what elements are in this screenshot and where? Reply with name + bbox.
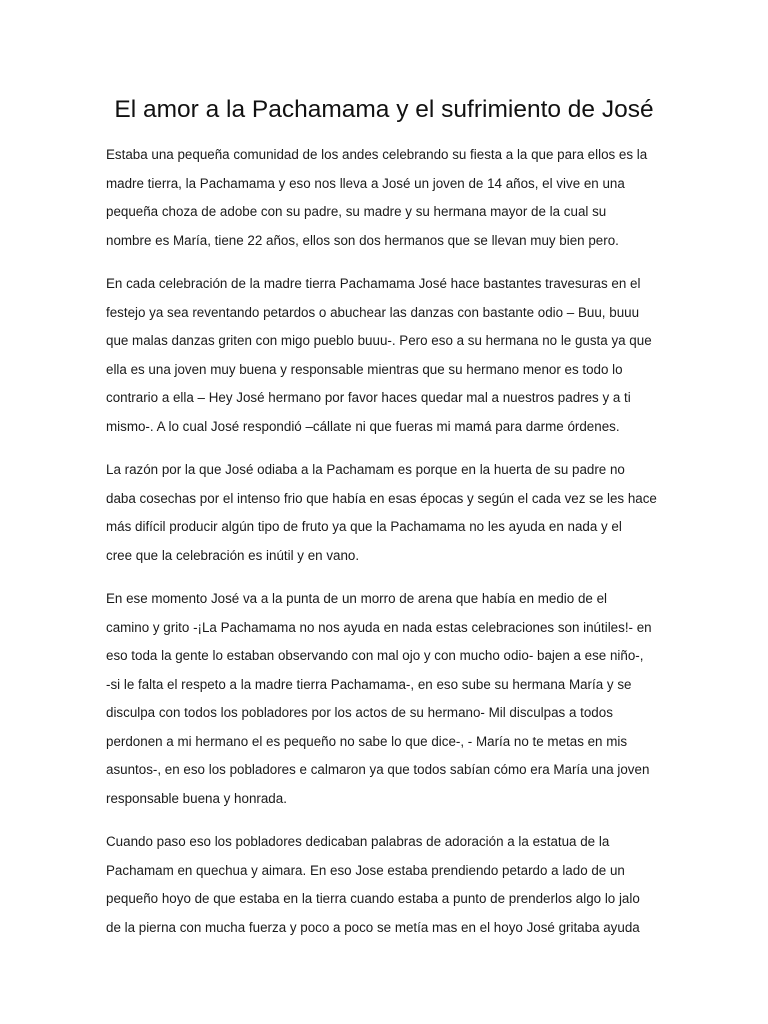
text-line: Pachamam en quechua y aimara. En eso Jose estaba prendiendo petardo a lado de un	[106, 862, 625, 878]
text-line: mismo-. A lo cual José respondió –cállate ni que fueras mi mamá para darme órdenes.	[106, 418, 620, 434]
text-line: de la pierna con mucha fuerza y poco a poco se metía mas en el hoyo José gritaba ayuda	[106, 919, 640, 935]
paragraph-1	[106, 141, 686, 255]
text-line: disculpa con todos los pobladores por los actos de su hermano- Mil disculpas a todos	[106, 705, 613, 720]
text-line: camino y grito -¡La Pachamama no nos ayuda en nada estas celebraciones son inútiles!- en	[106, 619, 652, 635]
text-line: madre tierra, la Pachamama y eso nos lleva a José un joven de 14 años, el vive en una	[106, 175, 625, 191]
text-line: Estaba una pequeña comunidad de los andes celebrando su fiesta a la que para ellos es la	[106, 147, 648, 162]
document-title: El amor a la Pachamama y el sufrimiento de José	[114, 96, 654, 123]
text-line: cree que la celebración es inútil y en vano.	[106, 547, 360, 563]
text-line: -si le falta el respeto a la madre tierra Pachamama-, en eso sube su hermana María y se	[106, 676, 632, 692]
text-line: responsable buena y honrada.	[106, 790, 287, 806]
text-line: festejo ya sea reventando petardos o abuchear las danzas con bastante odio – Buu, buuu	[106, 304, 640, 320]
text-line: asuntos-, en eso los pobladores e calmaron ya que todos sabían cómo era María una joven	[106, 762, 650, 777]
text-line: La razón por la que José odiaba a la Pachamam es porque en la huerta de su padre no	[106, 462, 625, 477]
paragraph-2	[106, 270, 686, 441]
text-line: ella es una joven muy buena y responsable mientras que su hermano menor es todo lo	[106, 361, 623, 377]
text-line: daba cosechas por el intenso frio que había en esas épocas y según el cada vez se les hace	[106, 490, 657, 506]
text-line: más difícil producir algún tipo de fruto ya que la Pachamama no les ayuda en nada y el	[106, 519, 622, 534]
text-line: eso toda la gente lo estaban observando con mal ojo y con mucho odio- bajen a ese niño-,	[106, 648, 644, 663]
text-line: pequeña choza de adobe con su padre, su madre y su hermana mayor de la cual su	[106, 204, 607, 219]
text-line: que malas danzas griten con migo pueblo buuu-. Pero eso a su hermana no le gusta ya que	[106, 333, 652, 348]
text-line: Cuando paso eso los pobladores dedicaban palabras de adoración a la estatua de la	[106, 834, 610, 849]
text-line: contrario a ella – Hey José hermano por favor haces quedar mal a nuestros padres y a ti	[106, 390, 631, 405]
text-line: nombre es María, tiene 22 años, ellos son dos hermanos que se llevan muy bien pero.	[106, 232, 619, 248]
text-line: En cada celebración de la madre tierra Pachamama José hace bastantes travesuras en el	[106, 276, 641, 291]
text-line: perdonen a mi hermano el es pequeño no sabe lo que dice-, - María no te metas en mis	[106, 733, 628, 749]
paragraph-5	[106, 828, 686, 942]
text-line: pequeño hoyo de que estaba en la tierra cuando estaba a punto de prenderlos algo lo jalo	[106, 891, 640, 906]
paragraph-3	[106, 456, 686, 570]
document-body	[106, 141, 686, 957]
paragraph-4	[106, 585, 686, 813]
text-line: En ese momento José va a la punta de un morro de arena que había en medio de el	[106, 591, 607, 606]
